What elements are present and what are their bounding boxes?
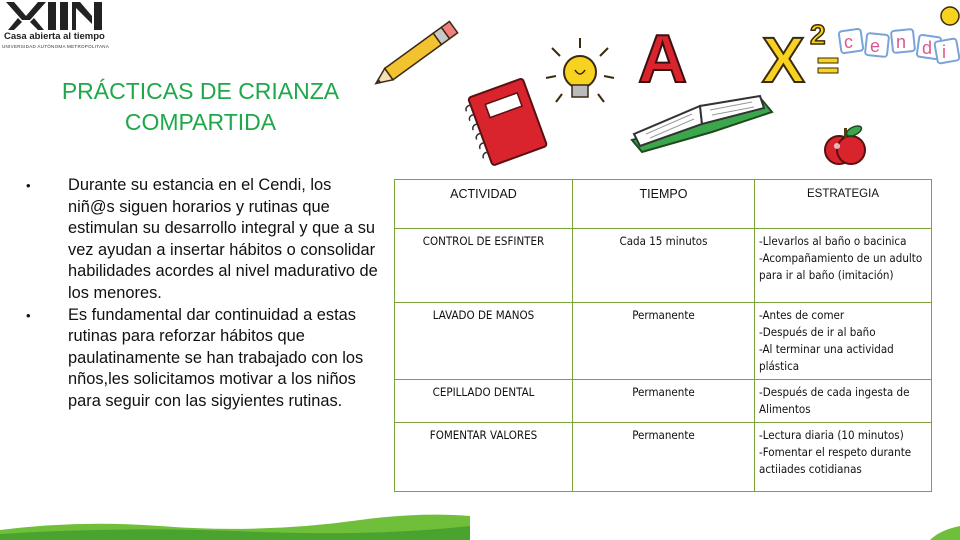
estrategia-line: -Llevarlos al baño o bacinica	[759, 234, 907, 248]
title-line-2: COMPARTIDA	[124, 109, 277, 135]
notebook-icon	[462, 78, 547, 168]
green-ground	[0, 490, 960, 540]
banner-letter-e: e	[870, 36, 881, 56]
cell-tiempo: Permanente	[573, 423, 755, 492]
letter-a-text: A	[638, 21, 688, 97]
cell-tiempo: Permanente	[573, 303, 755, 380]
logo-name: Casa abierta al tiempo	[4, 31, 105, 42]
bullet-text: Es fundamental dar continuidad a estas rutinas para reforzar hábitos que paulatinamente se han trabajado con los nños,les solicitamos motivar a los niños para seguir con las sigyientes rutinas.	[68, 305, 364, 410]
open-book-icon	[632, 96, 772, 152]
estrategia-line: -Lectura diaria (10 minutos)	[759, 428, 904, 442]
cell-estrategia	[755, 229, 932, 303]
banner-letter-n: n	[896, 32, 907, 52]
estrategia-line: -Antes de comer	[759, 308, 845, 322]
uam-logo	[0, 0, 110, 58]
decorations	[370, 0, 960, 180]
lightbulb-icon	[546, 38, 614, 102]
table-header-row	[395, 180, 932, 229]
cendi-banner-icon	[839, 7, 960, 64]
routines-table	[394, 179, 932, 492]
estrategia-line: -Después de ir al baño	[759, 325, 876, 339]
apple-icon	[825, 124, 865, 164]
title-line-1: PRÁCTICAS DE CRIANZA	[61, 78, 340, 104]
header-actividad: ACTIVIDAD	[395, 180, 573, 229]
header-estrategia: ESTRATEGIA	[755, 180, 932, 229]
table-row	[395, 380, 932, 423]
bullet-item	[26, 305, 382, 413]
cell-actividad: CEPILLADO DENTAL	[395, 380, 573, 423]
page-title	[18, 76, 383, 138]
table-row	[395, 303, 932, 380]
table-row	[395, 423, 932, 492]
x-squared-icon	[762, 19, 838, 96]
banner-letter-c: c	[844, 32, 853, 52]
cell-estrategia	[755, 303, 932, 380]
cell-tiempo: Cada 15 minutos	[573, 229, 755, 303]
bullet-text: Durante su estancia en el Cendi, los niñ@s siguen horarios y rutinas que estimulan su desarrollo integral y que a su vez ayudan a insertar hábitos o consolidar habilidades acordes al nivel madurativo de los menores.	[68, 176, 378, 302]
pencil-icon	[372, 21, 458, 89]
bullet-marker: •	[26, 307, 31, 323]
cell-estrategia	[755, 423, 932, 492]
cell-estrategia	[755, 380, 932, 423]
exponent-text: 2	[810, 19, 826, 50]
bullet-marker: •	[26, 178, 31, 193]
banner-letter-d: d	[922, 38, 933, 58]
cell-tiempo: Permanente	[573, 380, 755, 423]
estrategia-line: -Al terminar una actividad plástica	[759, 342, 894, 373]
cell-actividad: CONTROL DE ESFINTER	[395, 229, 573, 303]
letter-a-icon	[638, 21, 687, 97]
banner-letter-i: i	[942, 42, 946, 62]
estrategia-line: -Acompañamiento de un adulto para ir al baño (imitación)	[759, 251, 923, 282]
header-tiempo: TIEMPO	[573, 180, 755, 229]
cell-actividad: FOMENTAR VALORES	[395, 423, 573, 492]
logo-subtitle: UNIVERSIDAD AUTÓNOMA METROPOLITANA	[2, 44, 110, 49]
table-row	[395, 229, 932, 303]
estrategia-line: -Fomentar el respeto durante actiiades cotidianas	[759, 445, 912, 476]
bullet-list	[26, 175, 382, 413]
estrategia-line: -Después de cada ingesta de Alimentos	[759, 385, 910, 416]
x-text: X	[762, 24, 805, 96]
uam-logo-icon	[6, 2, 102, 32]
cell-actividad: LAVADO DE MANOS	[395, 303, 573, 380]
bullet-item	[26, 175, 382, 305]
